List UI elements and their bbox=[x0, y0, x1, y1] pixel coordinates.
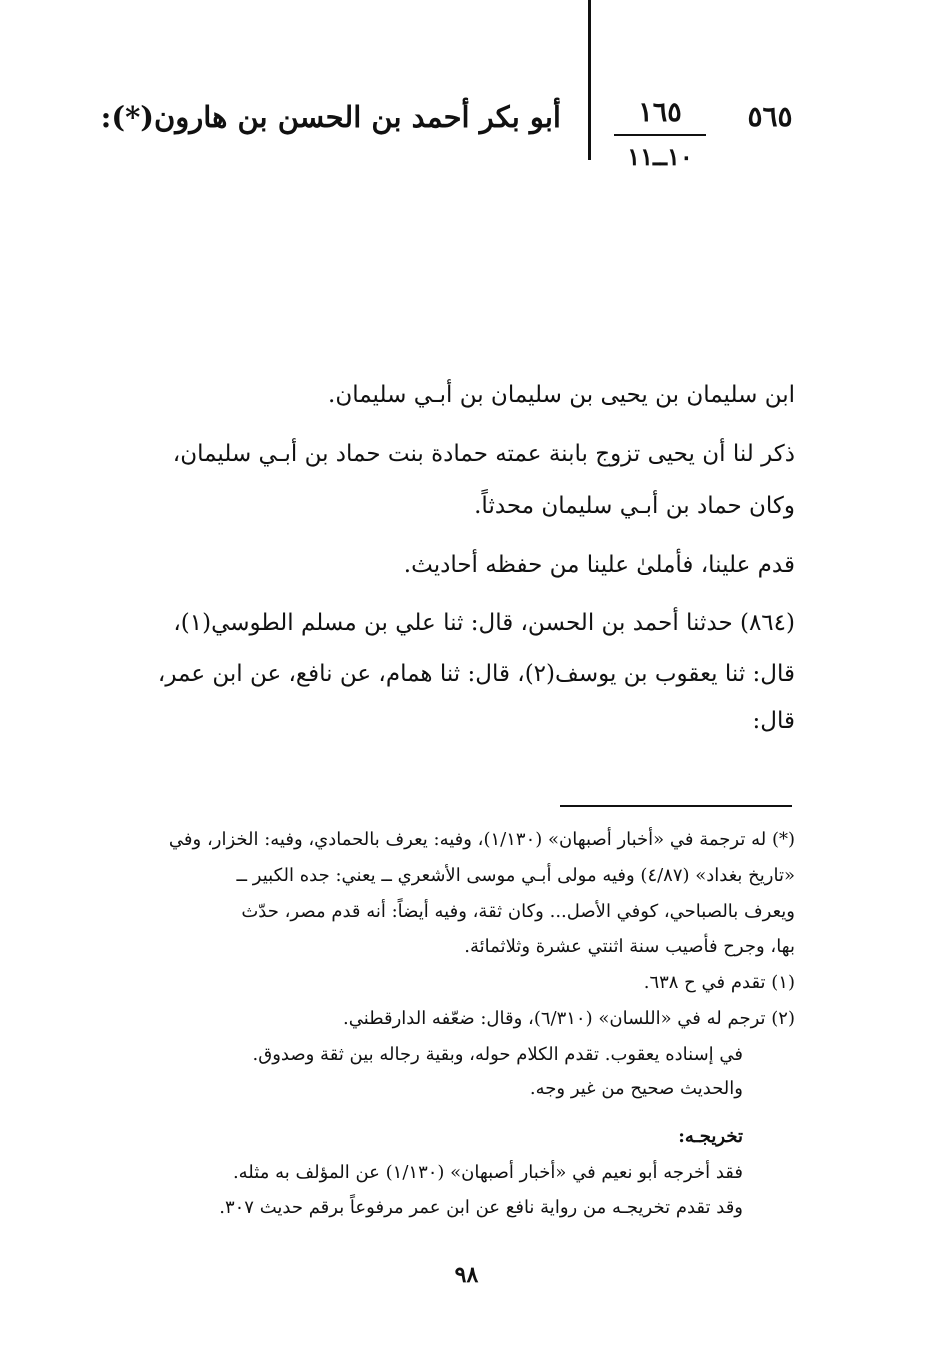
footnote-sub-line-2: والحديث صحيح من غير وجه. bbox=[529, 1078, 743, 1099]
footnote-line-4: بها، وجرح فأصيب سنة اثنتي عشرة وثلاثمائة. bbox=[464, 936, 795, 957]
body-line-1: ابن سليمان بن يحيى بن سليمان بن أبـي سليمان. bbox=[328, 382, 795, 408]
footnote-line-3: ويعرف بالصباحي، كوفي الأصل... وكان ثقة، وفيه أيضاً: أنه قدم مصر، حدّث bbox=[241, 901, 795, 922]
body-line-6: قال: ثنا يعقوب بن يوسف(٢)، قال: ثنا همام، عن نافع، عن ابن عمر، bbox=[157, 661, 795, 687]
body-line-2: ذكر لنا أن يحيى تزوج بابنة عمته حمادة بنت حماد بن أبـي سليمان، bbox=[172, 441, 795, 467]
body-line-4: قدم علينا، فأملىٰ علينا من حفظه أحاديث. bbox=[403, 552, 795, 578]
body-line-5: (٨٦٤) حدثنا أحمد بن الحسن، قال: ثنا علي بن مسلم الطوسي(١)، bbox=[173, 610, 795, 636]
page-number: ٩٨ bbox=[454, 1262, 479, 1288]
footnote-sub-line-3: فقد أخرجه أبو نعيم في «أخبار أصبهان» (١/١٣٠) عن المؤلف به مثله. bbox=[232, 1162, 743, 1183]
takhrij-heading: تخريجـه: bbox=[678, 1126, 743, 1147]
body-line-3: وكان حماد بن أبـي سليمان محدثاً. bbox=[474, 493, 795, 519]
entry-number: ٥٦٥ bbox=[747, 100, 793, 133]
volume-fraction bbox=[610, 98, 710, 170]
fraction-bottom: ١٠ــ١١ bbox=[627, 142, 693, 171]
header-vertical-rule bbox=[588, 0, 591, 160]
footnote-line-5: (١) تقدم في ح ٦٣٨. bbox=[643, 972, 795, 993]
footnote-line-2: «تاريخ بغداد» (٤/٨٧) وفيه مولى أبـي موسى الأشعري ــ يعني: جده الكبير ــ bbox=[236, 865, 795, 886]
fraction-top: ١٦٥ bbox=[638, 97, 682, 128]
footnote-sub-line-4: وقد تقدم تخريجـه من رواية نافع عن ابن عمر مرفوعاً برقم حديث ٣٠٧. bbox=[219, 1197, 743, 1218]
entry-heading: أبو بكر أحمد بن الحسن بن هارون(*): bbox=[100, 100, 561, 134]
body-line-7: قال: bbox=[752, 708, 795, 734]
footnote-line-1: (*) له ترجمة في «أخبار أصبهان» (١/١٣٠)، وفيه: يعرف بالحمادي، وفيه: الخزار، وفي bbox=[168, 829, 795, 850]
fraction-bar bbox=[614, 134, 706, 136]
footnote-separator bbox=[560, 805, 792, 807]
footnote-line-6: (٢) ترجم له في «اللسان» (٦/٣١٠)، وقال: ضعّفه الدارقطني. bbox=[343, 1008, 795, 1029]
footnote-sub-line-1: في إسناده يعقوب. تقدم الكلام حوله، وبقية رجاله بين ثقة وصدوق. bbox=[252, 1044, 743, 1065]
